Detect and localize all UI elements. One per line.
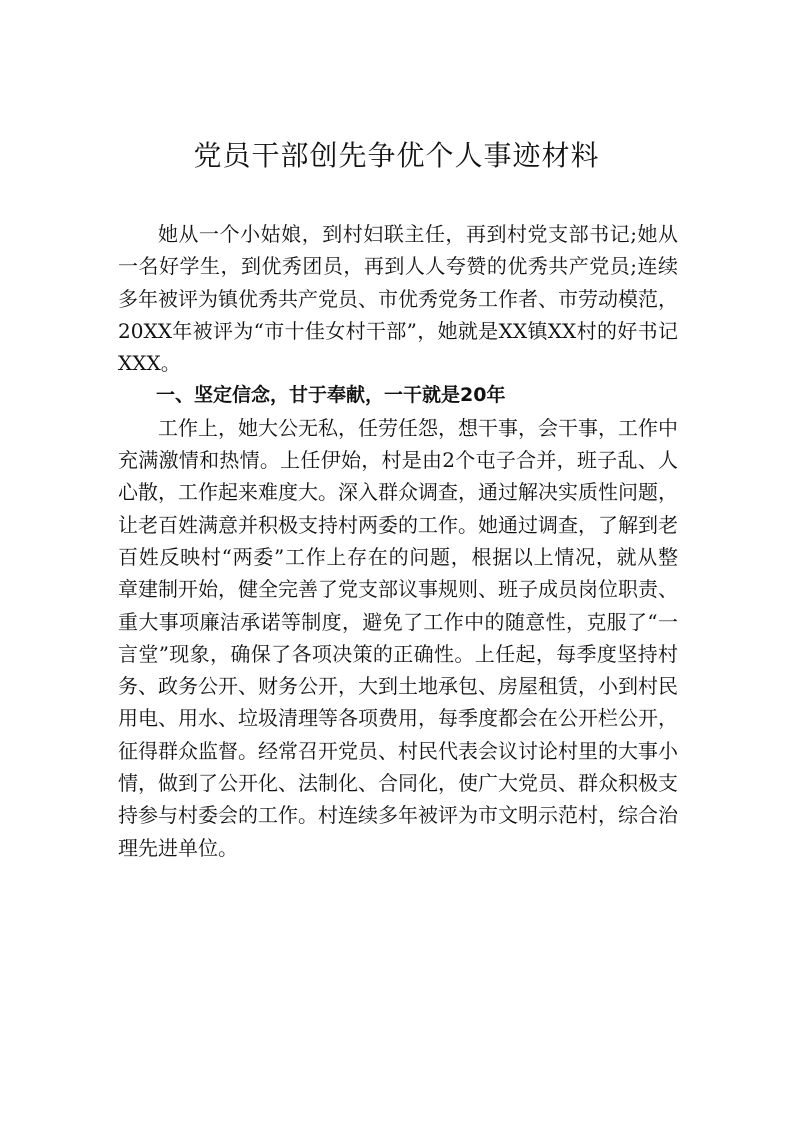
intro-paragraph: 她从一个小姑娘，到村妇联主任，再到村党支部书记;她从一名好学生，到优秀团员，再到人人夸赞的优秀共产党员;连续多年被评为镇优秀共产党员、市优秀党务工作者、市劳动模范，20XX年被评为“市十佳女村干部”，她就是XX镇XX村的好书记XXX。 [118,222,678,376]
document-body [118,218,678,864]
document-title: 党员干部创先争优个人事迹材料 [193,139,600,172]
section-heading: 一、坚定信念，甘于奉献，一干就是20年 [156,384,506,407]
section-paragraph: 工作上，她大公无私，任劳任怨，想干事，会干事，工作中充满激情和热情。上任伊始，村是由2个屯子合并，班子乱、人心散，工作起来难度大。深入群众调查，通过解决实质性问题，让老百姓满意并积极支持村两委的工作。她通过调查，了解到老百姓反映村“两委”工作上存在的问题，根据以上情况，就从整章建制开始，健全完善了党支部议事规则、班子成员岗位职责、重大事项廉洁承诺等制度，避免了工作中的随意性，克服了“一言堂”现象，确保了各项决策的正确性。上任起，每季度坚持村务、政务公开、财务公开，大到土地承包、房屋租赁，小到村民用电、用水、垃圾清理等各项费用，每季度都会在公开栏公开，征得群众监督。经常召开党员、村民代表会议讨论村里的大事小情，做到了公开化、法制化、合同化，使广大党员、群众积极支持参与村委会的工作。村连续多年被评为市文明示范村，综合治理先进单位。 [118,415,678,860]
